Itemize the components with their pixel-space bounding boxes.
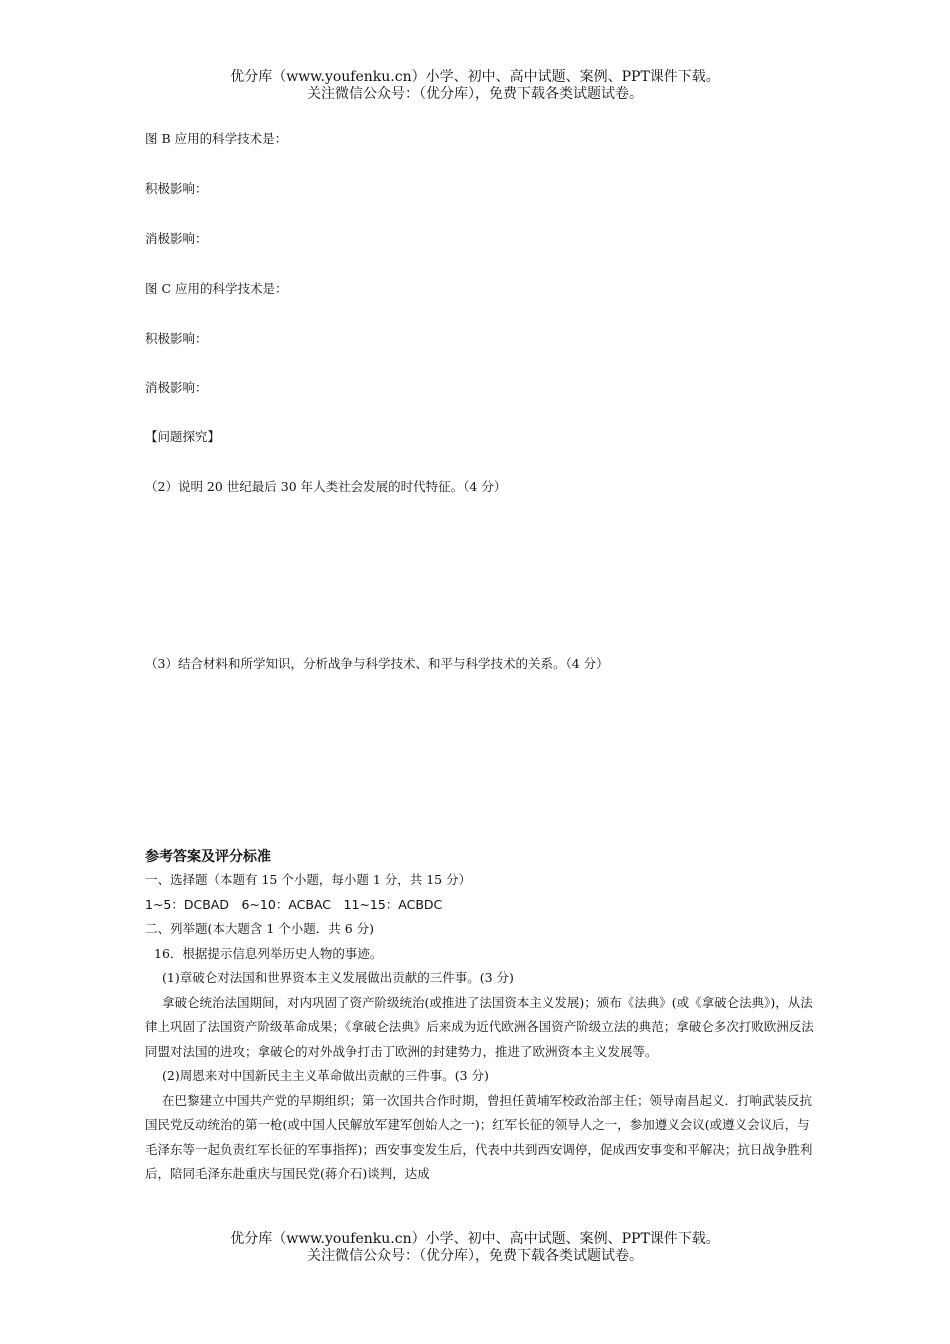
- fig-c-positive-label: 积极影响：: [145, 331, 208, 346]
- answers-q16-part2-text: 在巴黎建立中国共产党的早期组织；第一次国共合作时期，曾担任黄埔军校政治部主任；领导南昌起义．打响武装反抗国民党反动统治的第一枪(或中国人民解放军建军创始人之一)；红军长征的领导人之一，参加遵义会议(或遵义会议后，与毛泽东等一起负责红军长征的军事指挥)；西安事变发生后，代表中共到西安调停，促成西安事变和平解决；抗日战争胜利后，陪同毛泽东赴重庆与国民党(蒋介石)谈判，达成: [145, 1092, 813, 1181]
- header-line-1: 优分库（www.youfenku.cn）小学、初中、高中试题、案例、PPT课件下载。: [230, 69, 720, 85]
- answers-section-2: 二、列举题(本大题含 1 个小题．共 6 分): [145, 921, 375, 936]
- fig-c-negative-label: 消极影响：: [145, 380, 208, 395]
- answers-q16-part1: (1)章破仑对法国和世界资本主义发展做出贡献的三件事。(3 分): [162, 970, 514, 985]
- answers-title: 参考答案及评分标准: [145, 849, 271, 865]
- fig-b-tech-label: 图 B 应用的科学技术是：: [145, 131, 288, 146]
- section-explore-heading: 【问题探究】: [145, 429, 221, 444]
- answers-body: [145, 868, 815, 1187]
- footer-line-1: 优分库（www.youfenku.cn）小学、初中、高中试题、案例、PPT课件下载。: [230, 1231, 720, 1247]
- fig-c-tech-label: 图 C 应用的科学技术是：: [145, 281, 288, 296]
- answers-q16-part2: (2)周恩来对中国新民主主义革命做出贡献的三件事。(3 分): [162, 1068, 489, 1083]
- page-footer: [0, 1231, 950, 1265]
- fig-b-positive-label: 积极影响：: [145, 181, 208, 196]
- question-2: （2）说明 20 世纪最后 30 年人类社会发展的时代特征。（4 分）: [145, 479, 507, 494]
- answers-q16-part1-text: 拿破仑统治法国期间，对内巩固了资产阶级统治(或推进了法国资本主义发展)；颁布《法典》(或《拿破仑法典》)，从法律上巩固了法国资产阶级革命成果；《拿破仑法典》后来成为近代欧洲各国资产阶级立法的典范；拿破仑多次打败欧洲反法同盟对法国的进攻；拿破仑的对外战争打击丁欧洲的封建势力，推进了欧洲资本主义发展等。: [145, 994, 814, 1059]
- question-3: （3）结合材料和所学知识，分析战争与科学技术、和平与科学技术的关系。（4 分）: [145, 656, 609, 671]
- header-line-2: 关注微信公众号：（优分库），免费下载各类试题试卷。: [307, 86, 643, 102]
- page-header: [0, 69, 950, 103]
- answers-section-1: 一、选择题（本题有 15 个小题，每小题 1 分，共 15 分）: [145, 872, 472, 887]
- fig-b-negative-label: 消极影响：: [145, 231, 208, 246]
- answers-q16: 16．根据提示信息列举历史人物的事迹。: [154, 945, 383, 961]
- answers-choice-key: 1~5：DCBAD 6~10：ACBAC 11~15：ACBDC: [145, 896, 443, 912]
- footer-line-2: 关注微信公众号：（优分库），免费下载各类试题试卷。: [307, 1248, 643, 1264]
